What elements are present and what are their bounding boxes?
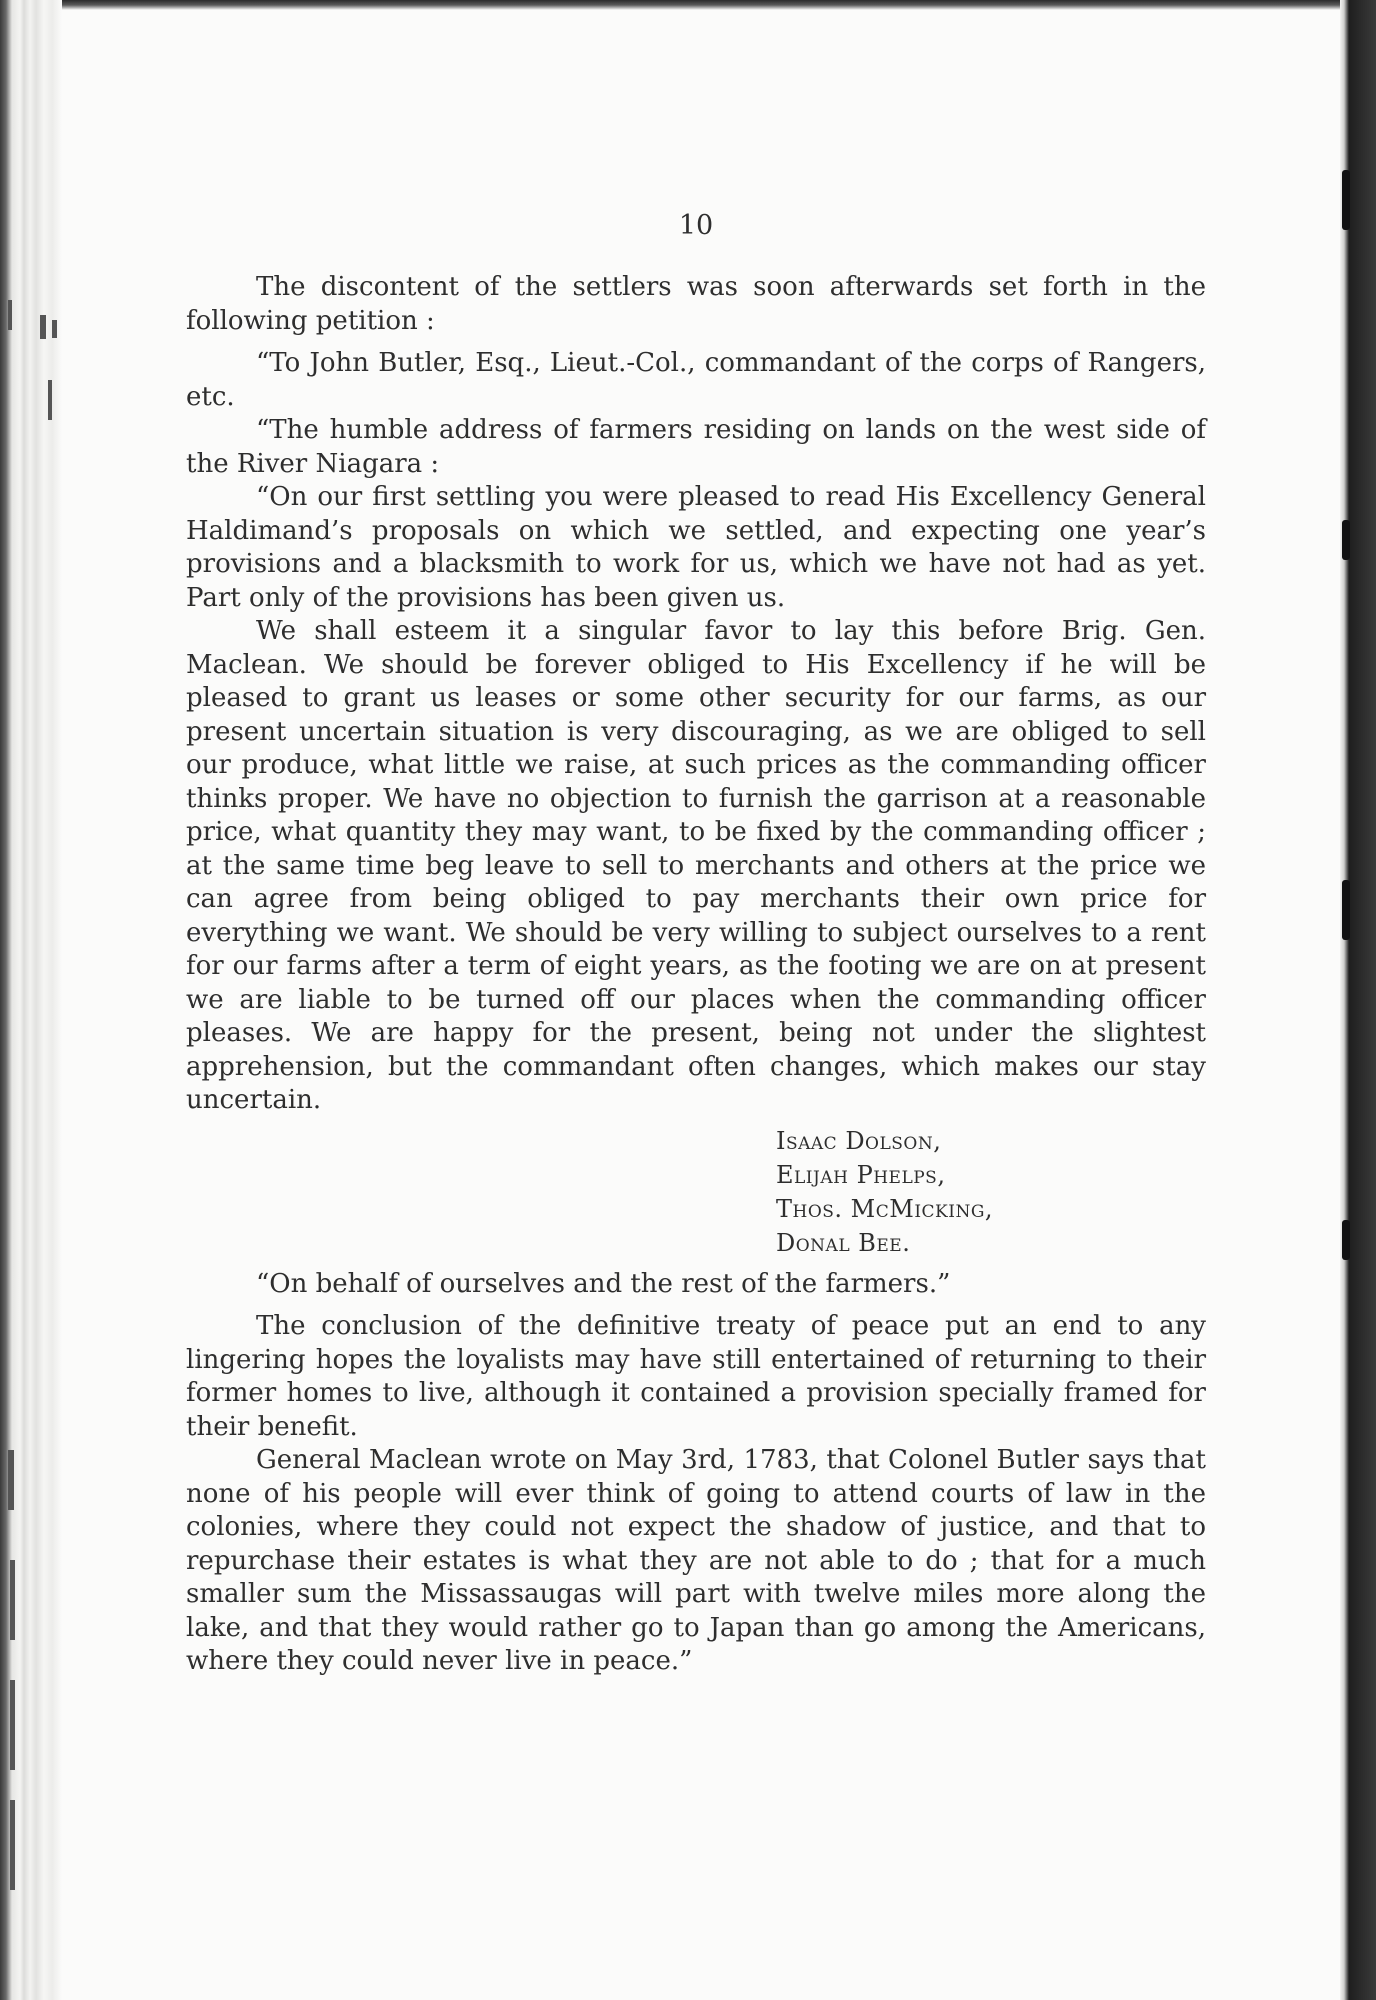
on-behalf-line: “On behalf of ourselves and the rest of the farmers.” xyxy=(256,1268,951,1299)
right-cover-edge xyxy=(1340,0,1376,2000)
edge-clip xyxy=(1342,880,1350,940)
page-number: 10 xyxy=(678,210,714,241)
treaty-paragraph: The conclusion of the definitive treaty of peace put an end to any lingering hopes the loyalists may have still entertained of returning to their former homes to live, although it contained a provision specially framed for their benefit. xyxy=(186,1311,1206,1442)
edge-mark xyxy=(10,1680,15,1770)
petition-address-line: “To John Butler, Esq., Lieut.-Col., commandant of the corps of Rangers, etc. xyxy=(186,348,1206,412)
edge-mark xyxy=(8,1450,14,1510)
edge-mark xyxy=(52,320,57,338)
edge-clip xyxy=(1342,1220,1350,1260)
edge-mark xyxy=(10,1560,15,1640)
signature-block xyxy=(776,1124,1206,1260)
top-page-edge xyxy=(0,0,1376,10)
edge-mark xyxy=(40,315,46,339)
signatory-name: Donal Bee. xyxy=(776,1228,911,1257)
signatory-name: Elijah Phelps, xyxy=(776,1160,946,1189)
intro-paragraph: The discontent of the settlers was soon afterwards set forth in the following petition : xyxy=(186,272,1206,336)
edge-clip xyxy=(1342,170,1350,230)
edge-clip xyxy=(1342,520,1350,560)
edge-mark xyxy=(8,300,12,330)
left-page-edge-stack xyxy=(0,0,62,2000)
petition-humble-address: “The humble address of farmers residing on lands on the west side of the River Niagara : xyxy=(186,415,1206,479)
petition-paragraph-2: We shall esteem it a singular favor to lay this before Brig. Gen. Maclean. We should be forever obliged to His Excellency if he will be pleased to grant us leases or some other security for our farms, as our present uncertain situation is very discouraging, as we are obliged to sell our produce, what little we raise, at such prices as the commanding officer thinks proper. We have no objection to furnish the garrison at a reasonable price, what quantity they may want, to be fixed by the commanding officer ; at the same time beg leave to sell to merchants and others at the price we can agree from being obliged to pay merchants their own price for everything we want. We should be very willing to subject ourselves to a rent for our farms after a term of eight years, as the footing we are on at present we are liable to be turned off our places when the commanding officer pleases. We are happy for the present, being not under the slightest apprehension, but the commandant often changes, which makes our stay uncertain. xyxy=(186,616,1206,1115)
petition-paragraph-1: “On our first settling you were pleased to read His Excellency General Haldimand’s proposals on which we settled, and expecting one year’s provisions and a blacksmith to work for us, which we have not had as yet. Part only of the provisions has been given us. xyxy=(186,482,1206,613)
signatory-name: Isaac Dolson, xyxy=(776,1126,942,1155)
page-text-block xyxy=(186,200,1206,1679)
signatory-name: Thos. McMicking, xyxy=(776,1194,994,1223)
maclean-paragraph: General Maclean wrote on May 3rd, 1783, that Colonel Butler says that none of his people will ever think of going to attend courts of law in the colonies, where they could not expect the shadow of justice, and that to repurchase their estates is what they are not able to do ; that for a much smaller sum the Missassaugas will part with twelve miles more along the lake, and that they would rather go to Japan than go among the Americans, where they could never live in peace.” xyxy=(186,1445,1206,1676)
edge-mark xyxy=(48,380,52,420)
edge-mark xyxy=(10,1800,15,1890)
